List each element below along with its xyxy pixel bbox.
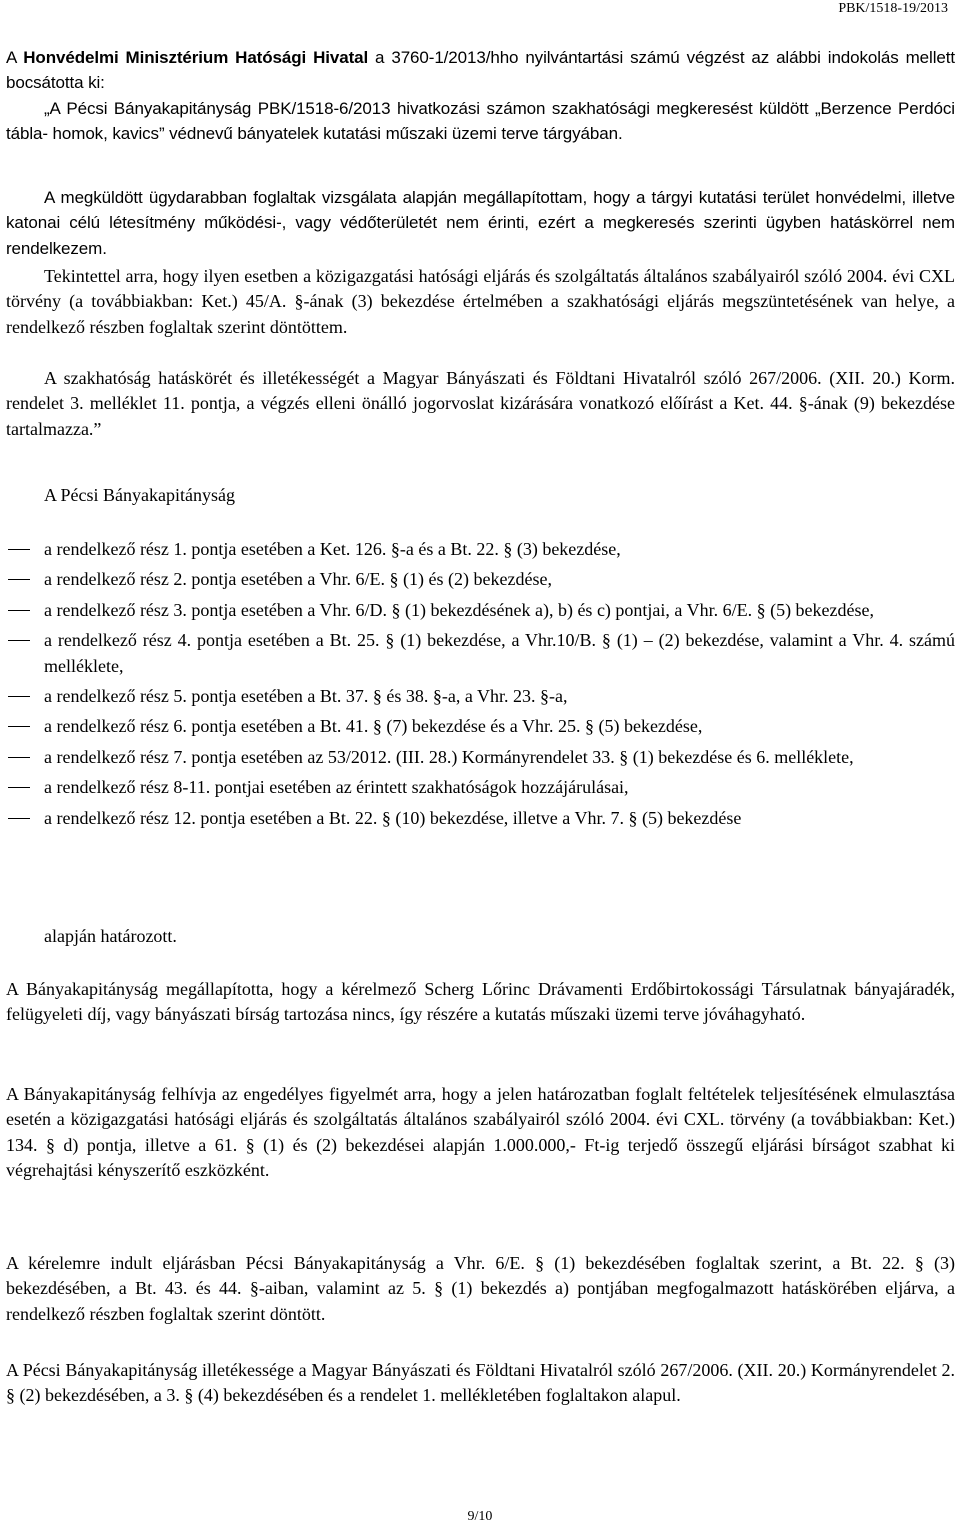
dash-bullet [8, 757, 30, 758]
dash-bullet [8, 549, 30, 550]
list-item: a rendelkező rész 7. pontja esetében az 53/2012. (III. 28.) Kormányrendelet 33. § (1) bekezdése és 6. melléklete, [0, 745, 955, 770]
legal-basis-list [0, 537, 960, 836]
dash-bullet [8, 579, 30, 580]
dash-bullet [8, 787, 30, 788]
szakhatosag-paragraph: A szakhatóság hatáskörét és illetékességét a Magyar Bányászati és Földtani Hivatalról szóló 267/2006. (XII. 20.) Korm. rendelet 3. melléklet 11. pontja, a végzés elleni önálló jogorvoslat kizárására vonatkozó előírást a Ket. 44. §-ának (9) bekezdése tartalmazza.” [6, 368, 955, 439]
illetekesseg-paragraph: A Pécsi Bányakapitányság illetékessége a Magyar Bányászati és Földtani Hivatalról szóló 267/2006. (XII. 20.) Kormányrendelet 2. § (2) bekezdésében, a 3. § (4) bekezdésében és a rendelet 1. mellékletében foglaltakon alapul. [6, 1360, 955, 1406]
alapjan-hatarozott: alapján határozott. [44, 926, 177, 946]
felhivja-paragraph: A Bányakapitányság felhívja az engedélyes figyelmét arra, hogy a jelen határozatban foglalt feltételek teljesítésének elmulasztása esetén a közigazgatási hatósági eljárás és szolgáltatás általános szabályairól szóló 2004. évi CXL. törvény (a továbbiakban: Ket.) 134. § d) pontja, illetve a 61. § (1) és (2) bekezdései alapján 1.000.000,- Ft-ig terjedő összegű eljárási bírságot szabhat ki végrehajtási kényszerítő eszközként. [6, 1084, 955, 1181]
issuing-authority: Honvédelmi Minisztérium Hatósági Hivatal [23, 48, 369, 67]
dash-bullet [8, 610, 30, 611]
page-number: 9/10 [467, 1509, 493, 1524]
list-item: a rendelkező rész 3. pontja esetében a Vhr. 6/D. § (1) bekezdésének a), b) és c) pontjai, a Vhr. 6/E. § (5) bekezdése, [0, 598, 955, 623]
tekintettel-paragraph: Tekintettel arra, hogy ilyen esetben a közigazgatási hatósági eljárás és szolgáltatás általános szabályairól szóló 2004. évi CXL törvény (a továbbiakban: Ket.) 45/A. §-ának (3) bekezdése értelmében a szakhatósági eljárás megszüntetésének van helye, a rendelkező részben foglaltak szerint döntöttem. [6, 266, 955, 337]
dash-bullet [8, 696, 30, 697]
list-item: a rendelkező rész 8-11. pontjai esetében az érintett szakhatóságok hozzájárulásai, [0, 775, 955, 800]
dash-bullet [8, 640, 30, 641]
list-item: a rendelkező rész 12. pontja esetében a Bt. 22. § (10) bekezdése, illetve a Vhr. 7. § (5) bekezdése [0, 806, 955, 831]
quote-paragraph: „A Pécsi Bányakapitányság PBK/1518-6/2013 hivatkozási számon szakhatósági megkeresést küldött „Berzence Perdóci tábla- homok, kavics” védnevű bányatelek kutatási műszaki üzemi terve tárgyában. [6, 99, 955, 144]
dash-bullet [8, 818, 30, 819]
document-id-header: PBK/1518-19/2013 [838, 1, 948, 16]
list-item: a rendelkező rész 2. pontja esetében a Vhr. 6/E. § (1) és (2) bekezdése, [0, 567, 955, 592]
kerelemre-paragraph: A kérelemre indult eljárásban Pécsi Bányakapitányság a Vhr. 6/E. § (1) bekezdésében foglaltak szerint, a Bt. 22. § (3) bekezdésében, a Bt. 43. és 44. §-aiban, valamint az 5. § (1) bekezdés a) pontjában megfogalmazott hatáskörében eljárva, a rendelkező részben foglaltak szerint döntött. [6, 1253, 955, 1324]
list-item: a rendelkező rész 5. pontja esetében a Bt. 37. § és 38. §-a, a Vhr. 23. §-a, [0, 684, 955, 709]
list-item: a rendelkező rész 6. pontja esetében a Bt. 41. § (7) bekezdése és a Vhr. 25. § (5) bekezdése, [0, 714, 955, 739]
list-item: a rendelkező rész 1. pontja esetében a Ket. 126. §-a és a Bt. 22. § (3) bekezdése, [0, 537, 955, 562]
section-heading: A Pécsi Bányakapitányság [44, 485, 235, 505]
scherg-paragraph: A Bányakapitányság megállapította, hogy a kérelmező Scherg Lőrinc Drávamenti Erdőbirtokossági Társulatnak bányajáradék, felügyeleti díj, vagy bányászati bírság tartozása nincs, így részére a kutatás műszaki üzemi terve jóváhagyható. [6, 979, 955, 1025]
dash-bullet [8, 726, 30, 727]
list-item: a rendelkező rész 4. pontja esetében a Bt. 25. § (1) bekezdése, a Vhr.10/B. § (1) – (2) bekezdése, valamint a Vhr. 4. számú melléklete, [0, 628, 955, 679]
quote-findings-paragraph: A megküldött ügydarabban foglaltak vizsgálata alapján megállapítottam, hogy a tárgyi kutatási terület honvédelmi, illetve katonai célú létesítmény működési-, vagy védőterületét nem érinti, ezért a megkeresés szerinti ügyben hatáskörrel nem rendelkezem. [6, 188, 955, 258]
intro-paragraph [6, 45, 955, 96]
intro-post: a 3760-1/2013/hho nyilvántartási számú végzést az alábbi indokolás mellett bocsátotta ki: [6, 48, 955, 93]
intro-pre: A [6, 48, 24, 67]
